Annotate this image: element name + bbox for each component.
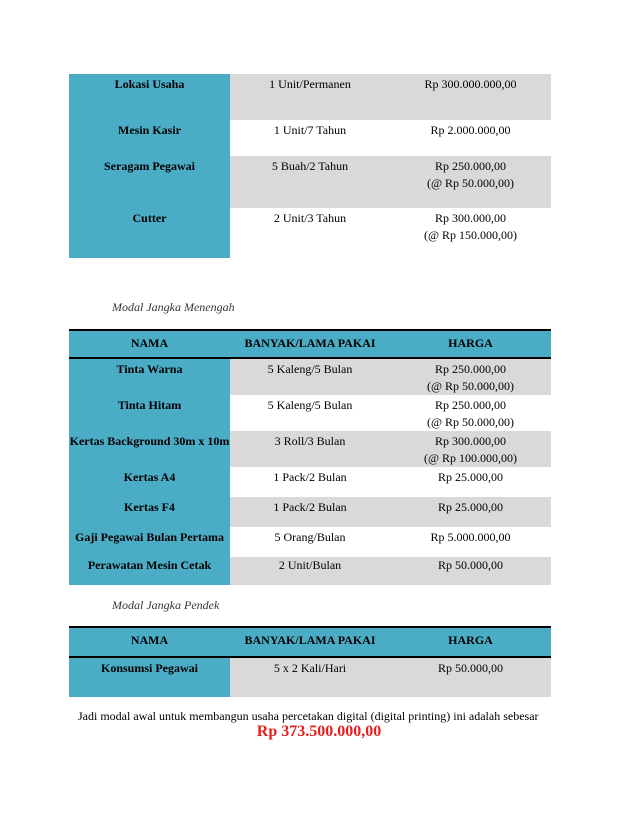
item-name: Mesin Kasir — [69, 120, 230, 156]
item-qty: 5 x 2 Kali/Hari — [230, 657, 390, 697]
column-header-harga: HARGA — [390, 627, 551, 657]
item-price: Rp 5.000.000,00 — [390, 527, 551, 557]
table-row — [69, 527, 551, 557]
item-name: Konsumsi Pegawai — [69, 657, 230, 697]
item-name: Lokasi Usaha — [69, 74, 230, 120]
item-price: Rp 25.000,00 — [390, 467, 551, 497]
table-header-row — [69, 627, 551, 657]
item-name: Seragam Pegawai — [69, 156, 230, 208]
column-header-harga: HARGA — [390, 330, 551, 358]
item-name: Kertas F4 — [69, 497, 230, 527]
item-price: Rp 250.000,00 (@ Rp 50.000,00) — [390, 156, 551, 208]
table-row — [69, 156, 551, 208]
table-modal-jangka-menengah — [69, 329, 551, 585]
summary-text: Jadi modal awal untuk membangun usaha percetakan digital (digital printing) ini adalah sebesar — [78, 709, 539, 723]
item-qty: 1 Pack/2 Bulan — [230, 497, 390, 527]
table-row — [69, 657, 551, 697]
item-qty: 5 Kaleng/5 Bulan — [230, 358, 390, 395]
table-modal-jangka-pendek — [69, 626, 551, 697]
item-qty: 2 Unit/Bulan — [230, 557, 390, 585]
item-qty: 1 Unit/7 Tahun — [230, 120, 390, 156]
item-qty: 1 Unit/Permanen — [230, 74, 390, 120]
item-price: Rp 2.000.000,00 — [390, 120, 551, 156]
item-price: Rp 25.000,00 — [390, 497, 551, 527]
column-header-banyak: BANYAK/LAMA PAKAI — [230, 627, 390, 657]
item-price: Rp 250.000,00 (@ Rp 50.000,00) — [390, 395, 551, 431]
item-qty: 1 Pack/2 Bulan — [230, 467, 390, 497]
table-header-row — [69, 330, 551, 358]
table-row — [69, 557, 551, 585]
section-caption-pendek: Modal Jangka Pendek — [112, 598, 220, 612]
table-row — [69, 208, 551, 258]
table-modal-jangka-panjang — [69, 74, 551, 258]
table-row — [69, 497, 551, 527]
item-name: Tinta Hitam — [69, 395, 230, 431]
column-header-nama: NAMA — [69, 627, 230, 657]
item-qty: 5 Kaleng/5 Bulan — [230, 395, 390, 431]
item-price: Rp 300.000.000,00 — [390, 74, 551, 120]
item-price: Rp 50.000,00 — [390, 557, 551, 585]
item-name: Perawatan Mesin Cetak — [69, 557, 230, 585]
column-header-banyak: BANYAK/LAMA PAKAI — [230, 330, 390, 358]
table-row — [69, 431, 551, 467]
table-row — [69, 467, 551, 497]
table-row — [69, 74, 551, 120]
item-name: Tinta Warna — [69, 358, 230, 395]
item-name: Kertas A4 — [69, 467, 230, 497]
table-row — [69, 395, 551, 431]
item-qty: 3 Roll/3 Bulan — [230, 431, 390, 467]
total-amount: Rp 373.500.000,00 — [256, 723, 382, 740]
table-row — [69, 358, 551, 395]
table-row — [69, 120, 551, 156]
item-qty: 2 Unit/3 Tahun — [230, 208, 390, 258]
column-header-nama: NAMA — [69, 330, 230, 358]
item-price: Rp 250.000,00 (@ Rp 50.000,00) — [390, 358, 551, 395]
item-qty: 5 Orang/Bulan — [230, 527, 390, 557]
item-name: Cutter — [69, 208, 230, 258]
item-price: Rp 50.000,00 — [390, 657, 551, 697]
item-price: Rp 300.000,00 (@ Rp 150.000,00) — [390, 208, 551, 258]
item-qty: 5 Buah/2 Tahun — [230, 156, 390, 208]
section-caption-menengah: Modal Jangka Menengah — [112, 300, 235, 314]
item-name: Kertas Background 30m x 10m — [69, 431, 230, 467]
item-price: Rp 300.000,00 (@ Rp 100.000,00) — [390, 431, 551, 467]
item-name: Gaji Pegawai Bulan Pertama — [69, 527, 230, 557]
